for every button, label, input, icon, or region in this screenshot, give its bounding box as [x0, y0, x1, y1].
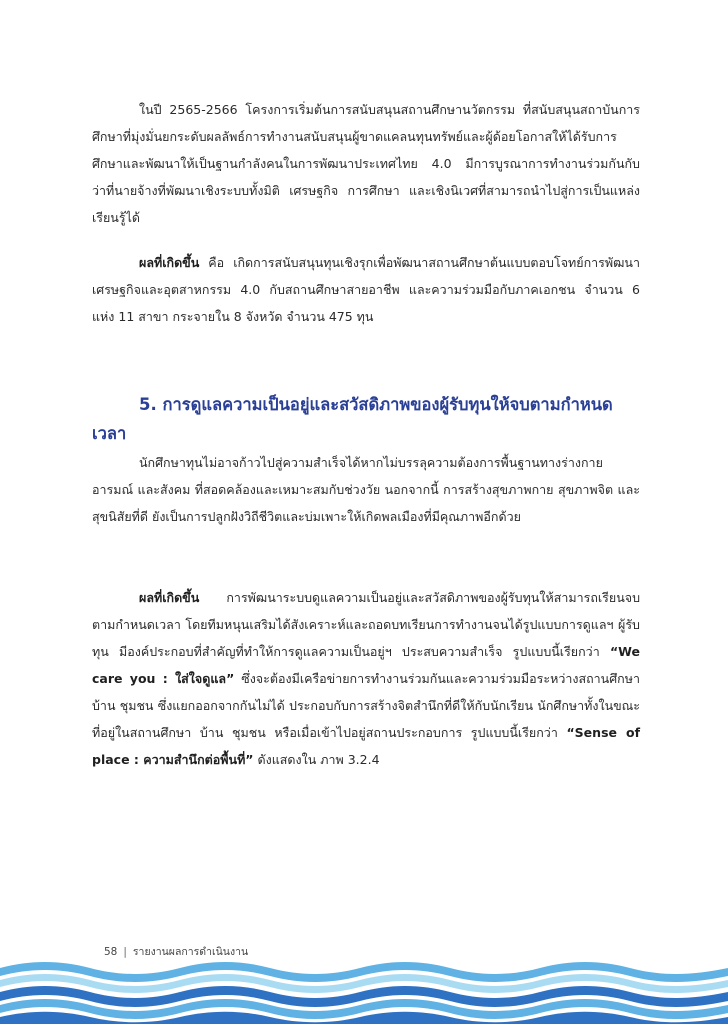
- footer-separator: |: [123, 946, 127, 958]
- outcome-text-1: คือ เกิดการสนับสนุนทุนเชิงรุกเพื่อพัฒนาสถานศึกษาต้นแบบตอบโจทย์การพัฒนาเศรษฐกิจและอุตสาหกรรม 4.0 กับสถานศึกษาสายอาชีพ และความร่วมมือกับภาคเอกชน จำนวน 6 แห่ง 11 สาขา กระจายใน 8 จังหวัด จำนวน 475 ทุน: [92, 255, 640, 324]
- intro-paragraph-text: ในปี 2565-2566 โครงการเริ่มต้นการสนับสนุนสถานศึกษานวัตกรรม ที่สนับสนุนสถาบันการศึกษาที่มุ่งมั่นยกระดับผลลัพธ์การทำงานสนับสนุนผู้ขาดแคลนทุนทรัพย์และผู้ด้อยโอกาสให้ได้รับการศึกษาและพัฒนาให้เป็นฐานกำลังคนในการพัฒนาประเทศไทย 4.0 มีการบูรณาการทำงานร่วมกันกับว่าที่นายจ้างที่พัฒนาเชิงระบบทั้งมิติ เศรษฐกิจ การศึกษา และเชิงนิเวศที่สามารถนำไปสู่การเป็นแหล่งเรียนรู้ได้: [92, 102, 640, 225]
- model-we-care-you: “We care you : ใส่ใจดูแล”: [92, 644, 640, 686]
- outcome-paragraph-1: [92, 249, 640, 330]
- model-sense-of-place: “Sense of place : ความสำนึกต่อพื้นที่”: [92, 725, 641, 767]
- outcome-label-1: ผลที่เกิดขึ้น: [139, 255, 200, 270]
- section-5-paragraph-text: นักศึกษาทุนไม่อาจก้าวไปสู่ความสำเร็จได้หากไม่บรรลุความต้องการพื้นฐานทางร่างกาย อารมณ์ และสังคม ที่สอดคล้องและเหมาะสมกับช่วงวัย นอกจากนี้ การสร้างสุขภาพกาย สุขภาพจิต และสุขนิสัยที่ดี ยังเป็นการปลูกฝังวิถีชีวิตและบ่มเพาะให้เกิดพลเมืองที่มีคุณภาพอีกด้วย: [92, 455, 640, 524]
- outcome-text-2c: ดังแสดงใน ภาพ 3.2.4: [253, 752, 380, 767]
- outcome-label-2: ผลที่เกิดขึ้น: [139, 590, 200, 605]
- outcome-paragraph-2: [92, 584, 640, 773]
- intro-paragraph: [92, 96, 640, 231]
- section-5-number: 5.: [139, 395, 157, 414]
- outcome-text-2b: ซึ่งจะต้องมีเครือข่ายการทำงานร่วมกันและความร่วมมือระหว่างสถานศึกษา บ้าน ชุมชน ซึ่งแยกออกจากกันไม่ได้ ประกอบกับการสร้างจิตสำนึกที่ดีให้กับนักเรียน นักศึกษาทั้งในขณะที่อยู่ในสถานศึกษา บ้าน ชุมชน หรือเมื่อเข้าไปอยู่สถานประกอบการ รูปแบบนี้เรียกว่า: [92, 671, 640, 740]
- page-number: 58: [104, 946, 118, 958]
- section-5-title: การดูแลความเป็นอยู่และสวัสดิภาพของผู้รับทุนให้จบตามกำหนดเวลา: [92, 395, 613, 443]
- outcome-text-2a: การพัฒนาระบบดูแลความเป็นอยู่และสวัสดิภาพของผู้รับทุนให้สามารถเรียนจบตามกำหนดเวลา โดยทีมหนุนเสริมได้สังเคราะห์และถอดบทเรียนการทำงานจนได้รูปแบบการดูแลฯ ผู้รับทุน มีองค์ประกอบที่สำคัญที่ทำให้การดูแลความเป็นอยู่ฯ ประสบความสำเร็จ รูปแบบนี้เรียกว่า: [92, 590, 640, 659]
- section-5-paragraph: [92, 449, 640, 530]
- page-footer: [104, 943, 248, 960]
- decorative-waves: [0, 960, 728, 1024]
- section-5-heading: [92, 390, 640, 448]
- report-title: รายงานผลการดำเนินงาน: [132, 946, 249, 958]
